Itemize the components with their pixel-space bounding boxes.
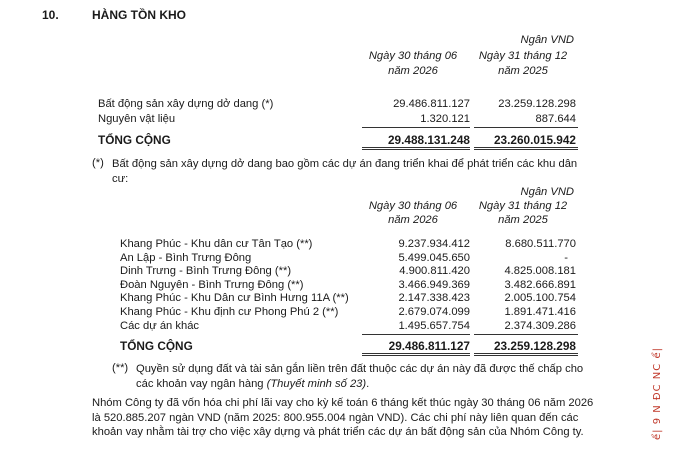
row-value-2025: 2.374.309.286 (504, 319, 576, 332)
row-value-2025: 2.005.100.754 (504, 292, 576, 305)
row-label: Nguyên vật liệu (98, 113, 176, 125)
row-label: Khang Phúc - Khu Dân cư Bình Hưng 11A (**) (120, 292, 349, 305)
col2-header-line1: Ngày 31 tháng 12 (478, 200, 568, 212)
note-reference: (Thuyết minh số 23) (266, 377, 367, 390)
note-text: Bất động sản xây dựng dở dang bao gồm các dự án đang triển khai để phát triển các khu dân cư: (112, 158, 578, 185)
row-value-2025: - (564, 251, 568, 264)
col1-header-line2: năm 2026 (388, 214, 438, 226)
row-label: Các dự án khác (120, 319, 200, 332)
subtotal-rule-col2 (474, 334, 578, 335)
note-text-end: . (366, 377, 370, 390)
col1-header-line1: Ngày 30 tháng 06 (368, 50, 458, 62)
total-value-2026: 29.486.811.127 (388, 339, 470, 353)
subtotal-rule-col1 (362, 127, 470, 128)
section-number: 10. (42, 8, 59, 22)
row-label: An Lập - Bình Trưng Đông (120, 251, 252, 264)
total-value-2025: 23.260.015.942 (493, 133, 576, 147)
currency-label: Ngân VND (520, 34, 574, 46)
col2-header-line1: Ngày 31 tháng 12 (478, 50, 568, 62)
row-value-2025: 887.644 (535, 113, 576, 125)
total-rule-col2 (474, 147, 578, 148)
note-marker: (**) (112, 362, 129, 374)
note-text (136, 362, 588, 391)
row-label: Dinh Trưng - Bình Trưng Đông (**) (120, 265, 292, 278)
row-value-2026: 4.900.811.420 (399, 265, 470, 278)
row-value-2025: 23.259.128.298 (498, 98, 576, 110)
subtotal-rule-col2 (474, 127, 578, 128)
total-double-rule-col2 (474, 355, 578, 356)
row-value-2026: 29.486.811.127 (393, 98, 470, 110)
row-value-2026: 1.495.657.754 (398, 319, 470, 332)
capitalized-interest-paragraph: Nhóm Công ty đã vốn hóa chi phí lãi vay cho kỳ kế toán 6 tháng kết thúc ngày 30 tháng 06 năm 2026 là 520.885.207 ngàn VND (năm 2025: 800.955.004 ngàn VND). Các chi phí này liên quan đến các khoản vay nhằm tài trợ cho việc xây dựng và phát triển các dự án bất động sản của Nhóm Công ty. (92, 397, 594, 438)
total-label: TỔNG CỘNG (98, 133, 171, 147)
row-value-2026: 5.499.045.650 (398, 251, 470, 264)
total-rule-col1 (362, 147, 470, 148)
row-value-2026: 3.466.949.369 (398, 278, 470, 291)
col1-header-line1: Ngày 30 tháng 06 (368, 200, 458, 212)
total-double-rule-col1 (362, 355, 470, 356)
note-text-plain: Quyền sử dụng đất và tài sản gắn liền trên đất thuộc các dự án này đã được thế chấp cho các khoản vay ngân hàng (136, 363, 584, 390)
row-value-2025: 8.680.511.770 (505, 238, 576, 250)
col2-header-line2: năm 2025 (498, 65, 548, 77)
currency-label: Ngân VND (520, 186, 574, 198)
col1-header-line2: năm 2026 (388, 65, 438, 77)
row-value-2026: 1.320.121 (420, 113, 470, 125)
row-value-2026: 2.147.338.423 (398, 292, 470, 305)
note-marker: (*) (92, 157, 104, 169)
row-value-2025: 4.825.008.181 (504, 265, 576, 278)
total-rule-col2 (474, 353, 578, 354)
total-double-rule-col1 (362, 149, 470, 150)
total-rule-col1 (362, 353, 470, 354)
row-value-2025: 1.891.471.416 (504, 306, 576, 318)
row-value-2026: 9.237.934.412 (398, 238, 470, 250)
row-value-2025: 3.482.666.891 (504, 278, 576, 291)
total-value-2026: 29.488.131.248 (387, 133, 470, 147)
total-value-2025: 23.259.128.298 (493, 339, 576, 353)
row-label: Bất động sản xây dựng dở dang (*) (98, 98, 274, 110)
row-label: Khang Phúc - Khu dân cư Tân Tạo (**) (120, 238, 313, 250)
row-value-2026: 2.679.074.099 (398, 306, 470, 318)
subtotal-rule-col1 (362, 334, 470, 335)
row-label: Đoàn Nguyên - Bình Trưng Đông (**) (120, 278, 304, 291)
col2-header-line2: năm 2025 (498, 214, 548, 226)
total-double-rule-col2 (474, 149, 578, 150)
margin-stamp: ể| 9 N ĐC NC ể| (652, 347, 663, 440)
total-label: TỔNG CỘNG (120, 339, 193, 353)
section-title: HÀNG TỒN KHO (92, 8, 186, 22)
row-label: Khang Phúc - Khu định cư Phong Phú 2 (**) (120, 306, 339, 318)
